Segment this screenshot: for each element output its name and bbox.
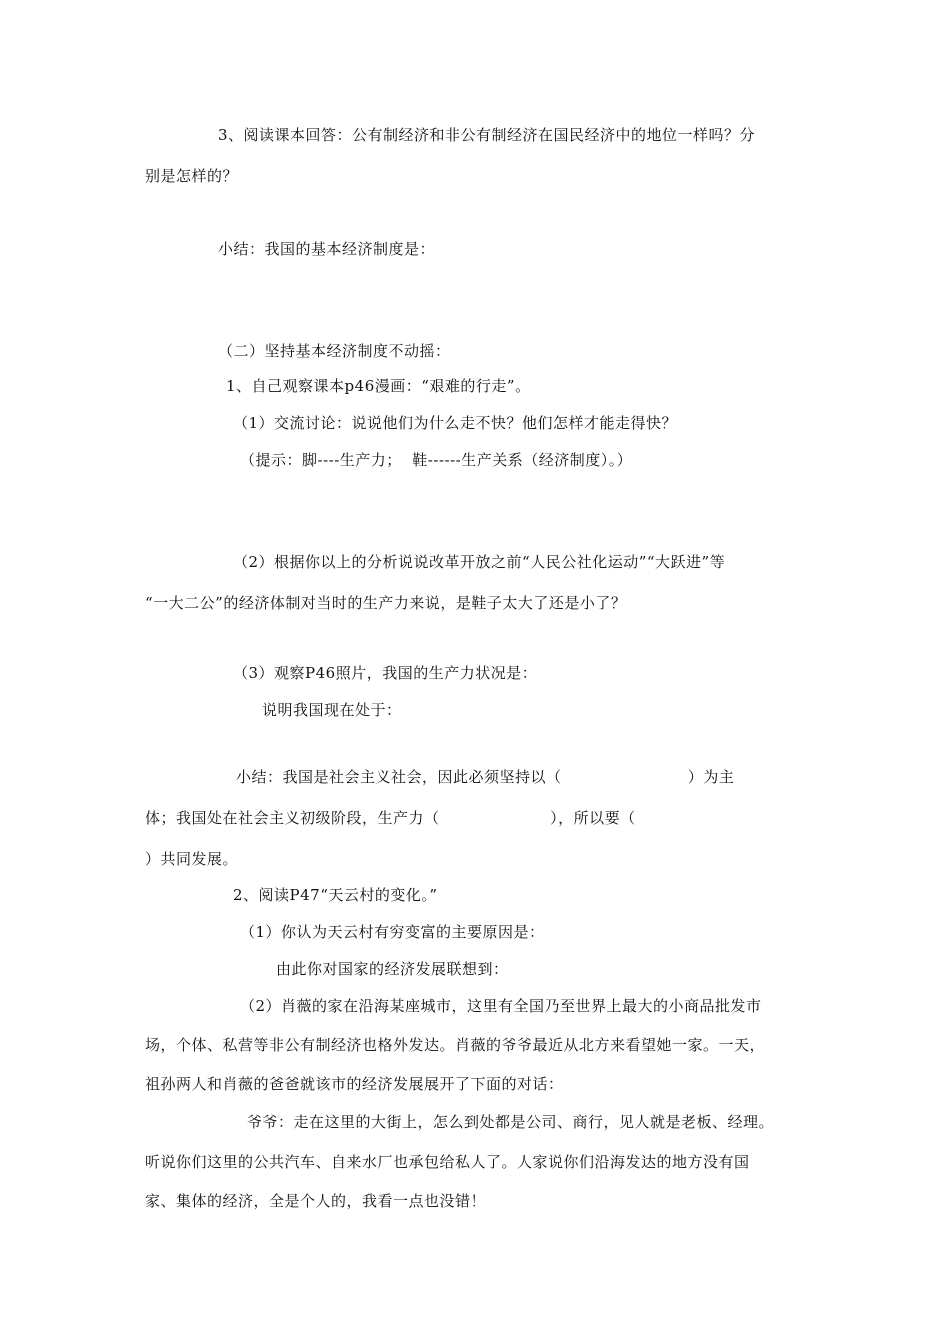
item-2-sub-1: （1）你认为天云村有穷变富的主要原因是： <box>240 923 545 941</box>
summary-2-line-3: ）共同发展。 <box>145 850 239 868</box>
item-1-hint: （提示：脚----生产力； 鞋------生产关系（经济制度）。） <box>240 451 633 469</box>
item-1-sub-2-line-1: （2）根据你以上的分析说说改革开放之前“人民公社化运动”“大跃进”等 <box>233 553 726 571</box>
question-3-line-1: 3、阅读课本回答：公有制经济和非公有制经济在国民经济中的地位一样吗？分 <box>218 126 756 144</box>
item-1-sub-3: （3）观察P46照片，我国的生产力状况是： <box>233 664 538 682</box>
item-1-comic: 1、自己观察课本p46漫画：“艰难的行走”。 <box>226 377 531 395</box>
item-2-sub-2-line-2: 场，个体、私营等非公有制经济也格外发达。肖薇的爷爷最近从北方来看望她一家。一天， <box>145 1036 766 1054</box>
item-2-sub-1-followup: 由此你对国家的经济发展联想到： <box>276 960 509 978</box>
item-1-sub-2-line-2: “一大二公”的经济体制对当时的生产力来说，是鞋子太大了还是小了？ <box>145 594 627 612</box>
dialogue-grandpa-line-1: 爷爷：走在这里的大街上，怎么到处都是公司、商行，见人就是老板、经理。 <box>247 1113 775 1131</box>
item-2-sub-2-line-1: （2）肖薇的家在沿海某座城市，这里有全国乃至世界上最大的小商品批发市 <box>240 997 762 1015</box>
summary-2-line-2: 体；我国处在社会主义初级阶段，生产力（ ），所以要（ <box>145 809 636 827</box>
summary-2-line-1: 小结：我国是社会主义社会，因此必须坚持以（ ）为主 <box>236 768 735 786</box>
item-2-sub-2-line-3: 祖孙两人和肖薇的爸爸就该市的经济发展展开了下面的对话： <box>145 1075 564 1093</box>
summary-basic-system: 小结：我国的基本经济制度是： <box>218 240 436 258</box>
item-2-heading: 2、阅读P47“天云村的变化。” <box>233 886 438 904</box>
dialogue-grandpa-line-2: 听说你们这里的公共汽车、自来水厂也承包给私人了。人家说你们沿海发达的地方没有国 <box>145 1153 750 1171</box>
item-1-sub-3-explain: 说明我国现在处于： <box>262 701 402 719</box>
section-heading-2: （二）坚持基本经济制度不动摇： <box>218 342 451 360</box>
dialogue-grandpa-line-3: 家、集体的经济，全是个人的，我看一点也没错！ <box>145 1192 487 1210</box>
item-1-sub-1: （1）交流讨论：说说他们为什么走不快？他们怎样才能走得快？ <box>233 414 678 432</box>
question-3-line-2: 别是怎样的？ <box>145 167 239 185</box>
